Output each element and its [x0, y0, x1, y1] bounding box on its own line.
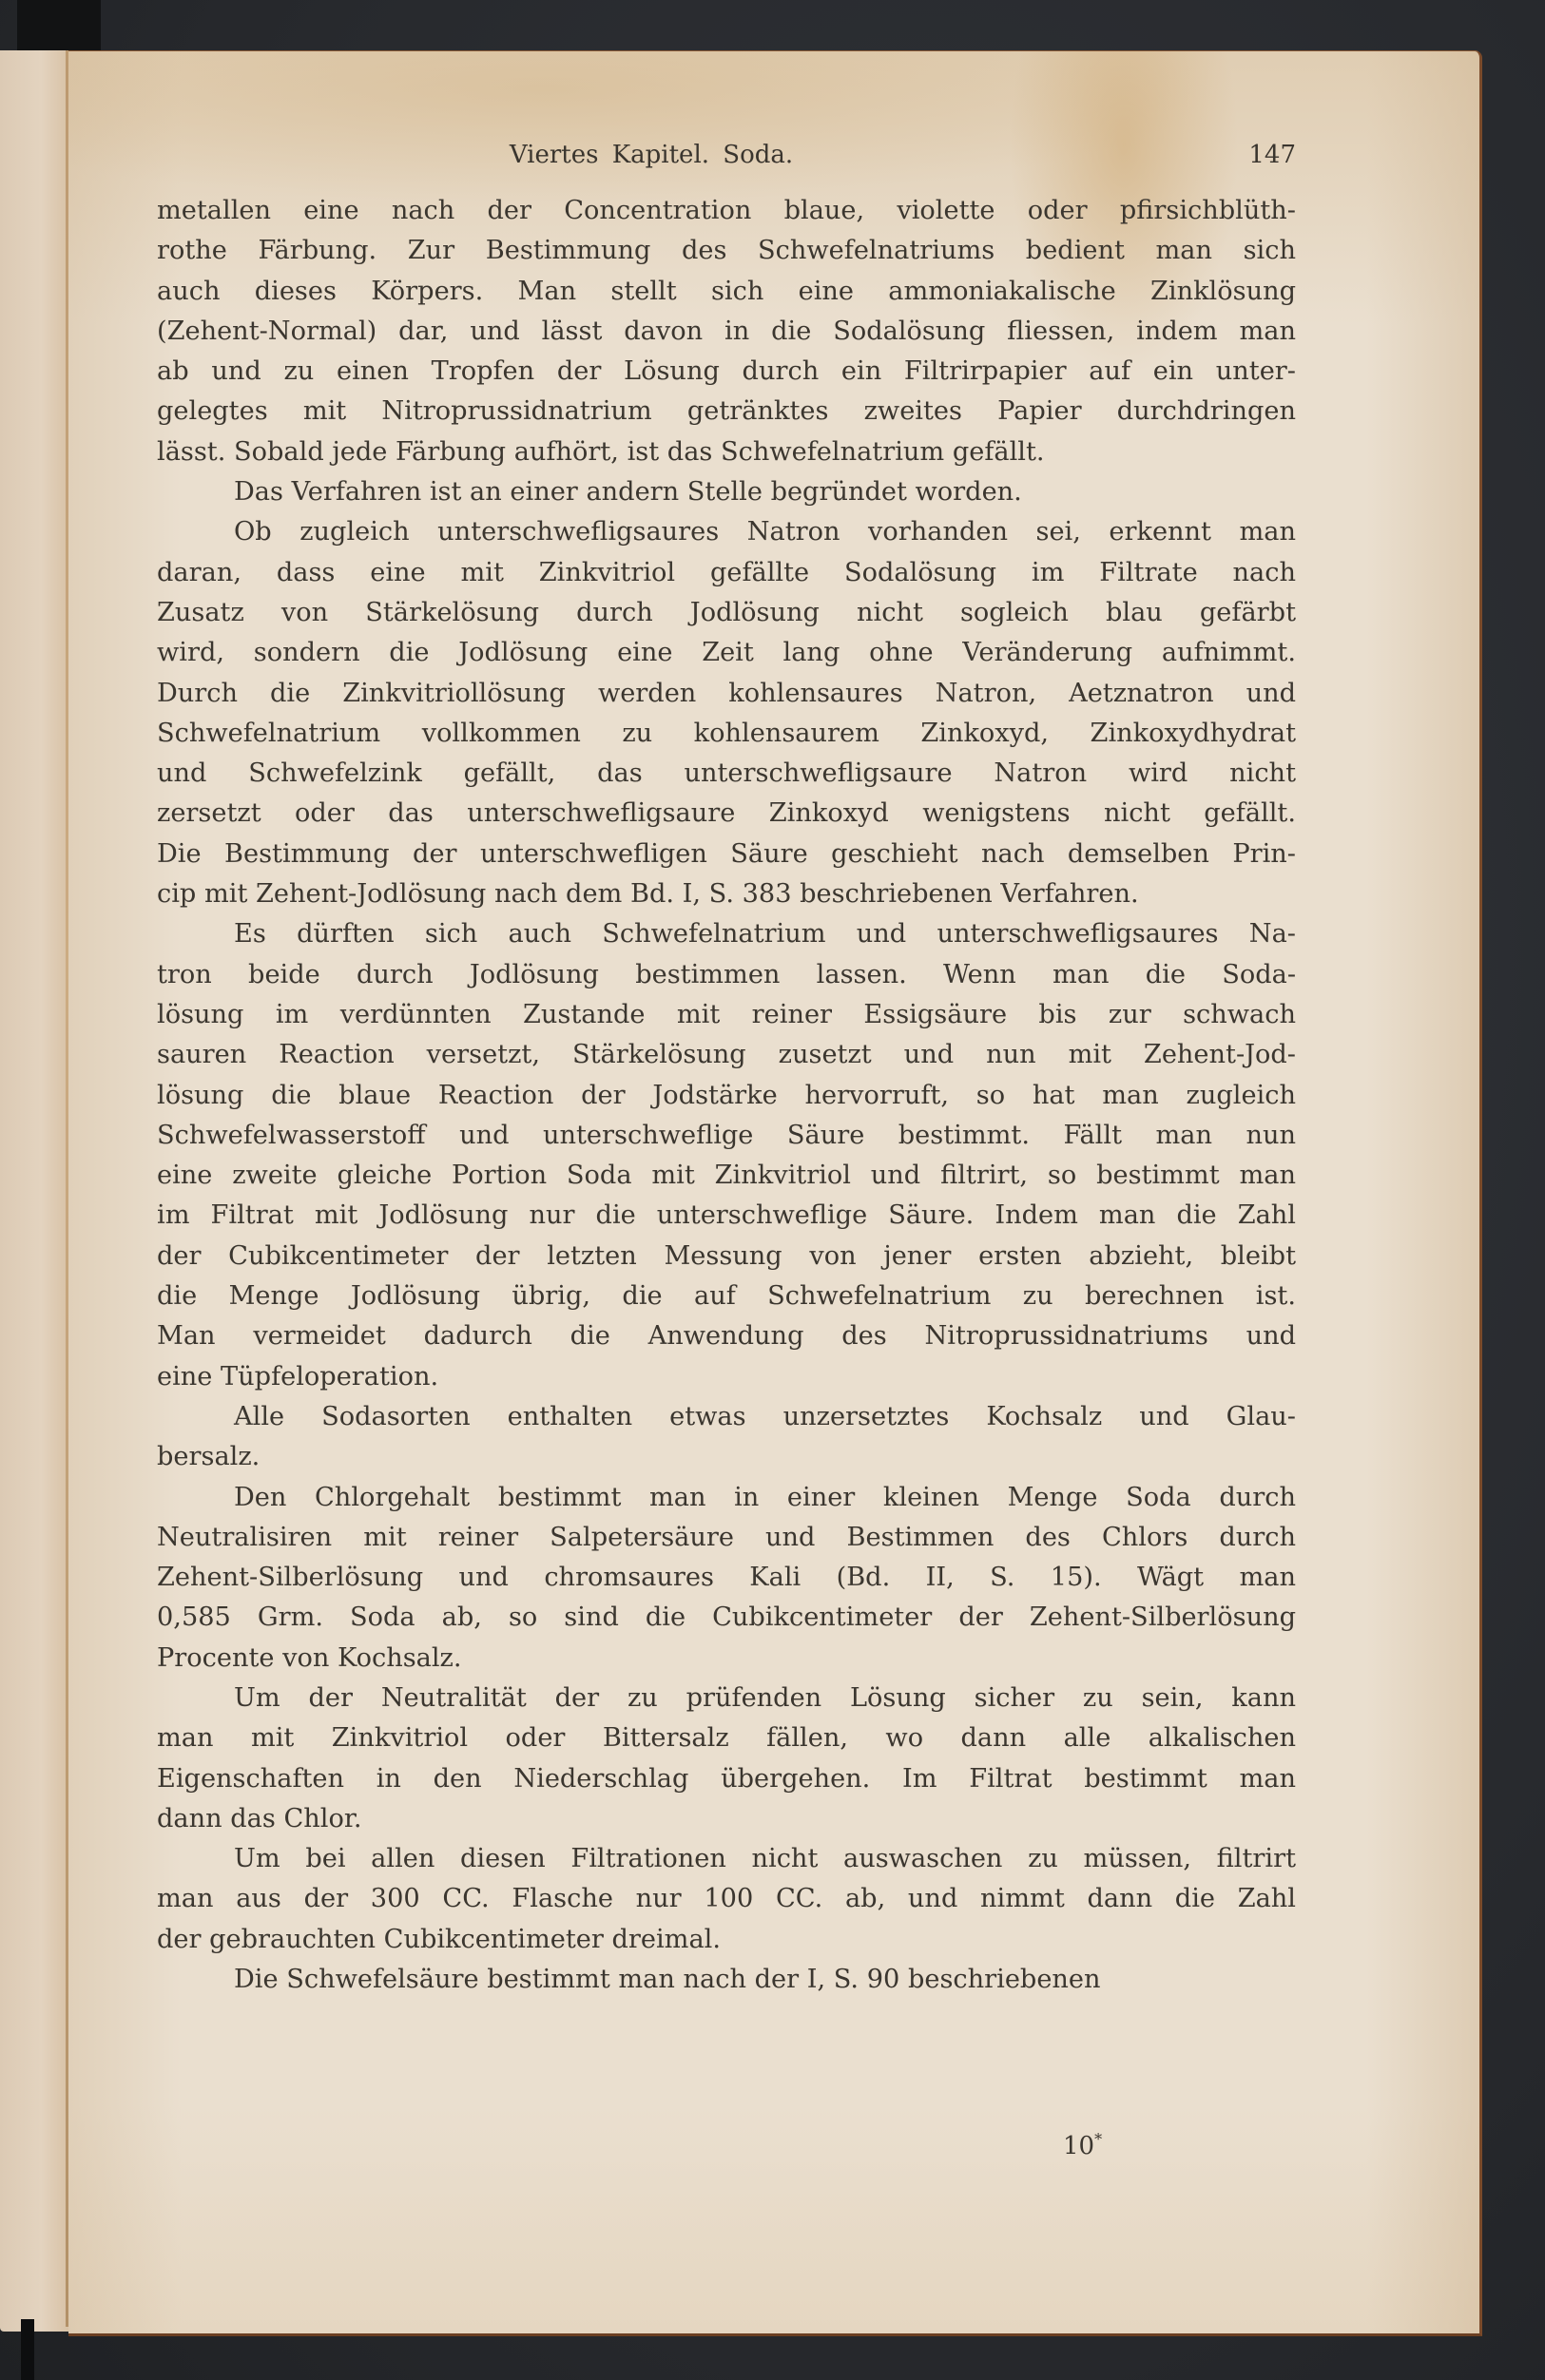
text-line: Es dürften sich auch Schwefelnatrium und unterschwefligsaures Na-: [234, 919, 1296, 950]
previous-page-edge: [0, 50, 68, 2332]
text-line: sauren Reaction versetzt, Stärkelösung zusetzt und nun mit Zehent-Jod-: [157, 1040, 1296, 1070]
signature-mark: [1063, 2130, 1102, 2160]
paragraph: [157, 1960, 1296, 2000]
text-line: cip mit Zehent-Jodlösung nach dem Bd. I, S. 383 beschriebenen Verfahren.: [157, 879, 1139, 910]
text-line: lösung im verdünnten Zustande mit reiner Essigsäure bis zur schwach: [157, 999, 1296, 1029]
book-spine-bottom: [21, 2319, 34, 2380]
paragraph: [157, 512, 1296, 914]
text-line: gelegtes mit Nitroprussidnatrium getränktes zweites Papier durchdringen: [157, 396, 1296, 427]
text-line: und Schwefelzink gefällt, das unterschwefligsaure Natron wird nicht: [157, 758, 1296, 789]
text-line: 0,585 Grm. Soda ab, so sind die Cubikcentimeter der Zehent-Silberlösung: [157, 1603, 1296, 1633]
running-header: [157, 141, 1296, 179]
body-text: [157, 191, 1296, 2000]
text-line: auch dieses Körpers. Man stellt sich eine ammoniakalische Zinklösung: [157, 276, 1296, 306]
text-line: Schwefelnatrium vollkommen zu kohlensaurem Zinkoxyd, Zinkoxydhydrat: [157, 718, 1296, 748]
text-line: Man vermeidet dadurch die Anwendung des Nitroprussidnatriums und: [157, 1321, 1296, 1352]
paragraph: [157, 1679, 1296, 1839]
text-line: lässt. Sobald jede Färbung aufhört, ist das Schwefelnatrium gefällt.: [157, 436, 1045, 467]
text-line: Um der Neutralität der zu prüfenden Lösung sicher zu sein, kann: [234, 1682, 1296, 1713]
text-line: rothe Färbung. Zur Bestimmung des Schwefelnatriums bedient man sich: [157, 236, 1296, 266]
running-title: Viertes Kapitel. Soda.: [509, 141, 794, 169]
book-spine-top: [17, 0, 101, 52]
paragraph: [157, 472, 1296, 512]
text-line: die Menge Jodlösung übrig, die auf Schwefelnatrium zu berechnen ist.: [157, 1281, 1296, 1312]
paragraph: [157, 191, 1296, 472]
text-line: wird, sondern die Jodlösung eine Zeit lang ohne Veränderung aufnimmt.: [157, 638, 1296, 668]
paragraph: [157, 1839, 1296, 1960]
text-line: der Cubikcentimeter der letzten Messung von jener ersten abzieht, bleibt: [157, 1240, 1296, 1271]
text-line: bersalz.: [157, 1442, 261, 1472]
text-line: man aus der 300 CC. Flasche nur 100 CC. ab, und nimmt dann die Zahl: [157, 1884, 1296, 1914]
text-line: Durch die Zinkvitriollösung werden kohlensaures Natron, Aetznatron und: [157, 678, 1296, 708]
text-line: Alle Sodasorten enthalten etwas unzersetztes Kochsalz und Glau-: [234, 1401, 1296, 1431]
text-line: (Zehent-Normal) dar, und lässt davon in die Sodalösung fliessen, indem man: [157, 316, 1296, 346]
text-line: Die Schwefelsäure bestimmt man nach der I, S. 90 beschriebenen: [234, 1965, 1101, 1995]
text-line: eine Tüpfeloperation.: [157, 1361, 439, 1392]
text-line: dann das Chlor.: [157, 1803, 362, 1833]
text-line: eine zweite gleiche Portion Soda mit Zinkvitriol und filtrirt, so bestimmt man: [157, 1161, 1296, 1191]
text-line: daran, dass eine mit Zinkvitriol gefällte Sodalösung im Filtrate nach: [157, 557, 1296, 587]
text-line: man mit Zinkvitriol oder Bittersalz fällen, wo dann alle alkalischen: [157, 1723, 1296, 1754]
text-line: Zusatz von Stärkelösung durch Jodlösung nicht sogleich blau gefärbt: [157, 597, 1296, 627]
text-line: Die Bestimmung der unterschwefligen Säure geschieht nach demselben Prin-: [157, 838, 1296, 869]
text-line: zersetzt oder das unterschwefligsaure Zinkoxyd wenigstens nicht gefällt.: [157, 798, 1296, 829]
text-line: ab und zu einen Tropfen der Lösung durch ein Filtrirpapier auf ein unter-: [157, 356, 1296, 387]
text-line: Das Verfahren ist an einer andern Stelle begründet worden.: [234, 477, 1022, 508]
signature-star: *: [1094, 2130, 1103, 2148]
text-line: Eigenschaften in den Niederschlag übergehen. Im Filtrat bestimmt man: [157, 1763, 1296, 1794]
text-line: Um bei allen diesen Filtrationen nicht auswaschen zu müssen, filtrirt: [234, 1844, 1296, 1874]
paragraph: [157, 1478, 1296, 1679]
text-line: Neutralisiren mit reiner Salpetersäure und Bestimmen des Chlors durch: [157, 1522, 1296, 1552]
text-line: lösung die blaue Reaction der Jodstärke hervorruft, so hat man zugleich: [157, 1080, 1296, 1110]
text-line: tron beide durch Jodlösung bestimmen lassen. Wenn man die Soda-: [157, 959, 1296, 989]
text-line: im Filtrat mit Jodlösung nur die unterschweflige Säure. Indem man die Zahl: [157, 1200, 1296, 1231]
paragraph: [157, 1397, 1296, 1478]
text-line: der gebrauchten Cubikcentimeter dreimal.: [157, 1924, 722, 1954]
page-gutter: [66, 50, 68, 2327]
text-line: Ob zugleich unterschwefligsaures Natron vorhanden sei, erkennt man: [234, 517, 1296, 547]
text-line: Schwefelwasserstoff und unterschweflige Säure bestimmt. Fällt man nun: [157, 1120, 1296, 1150]
page-number: 147: [1248, 141, 1296, 169]
paragraph: [157, 914, 1296, 1397]
text-line: Zehent-Silberlösung und chromsaures Kali (Bd. II, S. 15). Wägt man: [157, 1563, 1296, 1593]
text-line: Den Chlorgehalt bestimmt man in einer kleinen Menge Soda durch: [234, 1482, 1296, 1512]
text-line: Procente von Kochsalz.: [157, 1642, 462, 1673]
text-line: metallen eine nach der Concentration blaue, violette oder pfirsichblüth-: [157, 196, 1296, 225]
signature-number: 10: [1063, 2132, 1095, 2160]
